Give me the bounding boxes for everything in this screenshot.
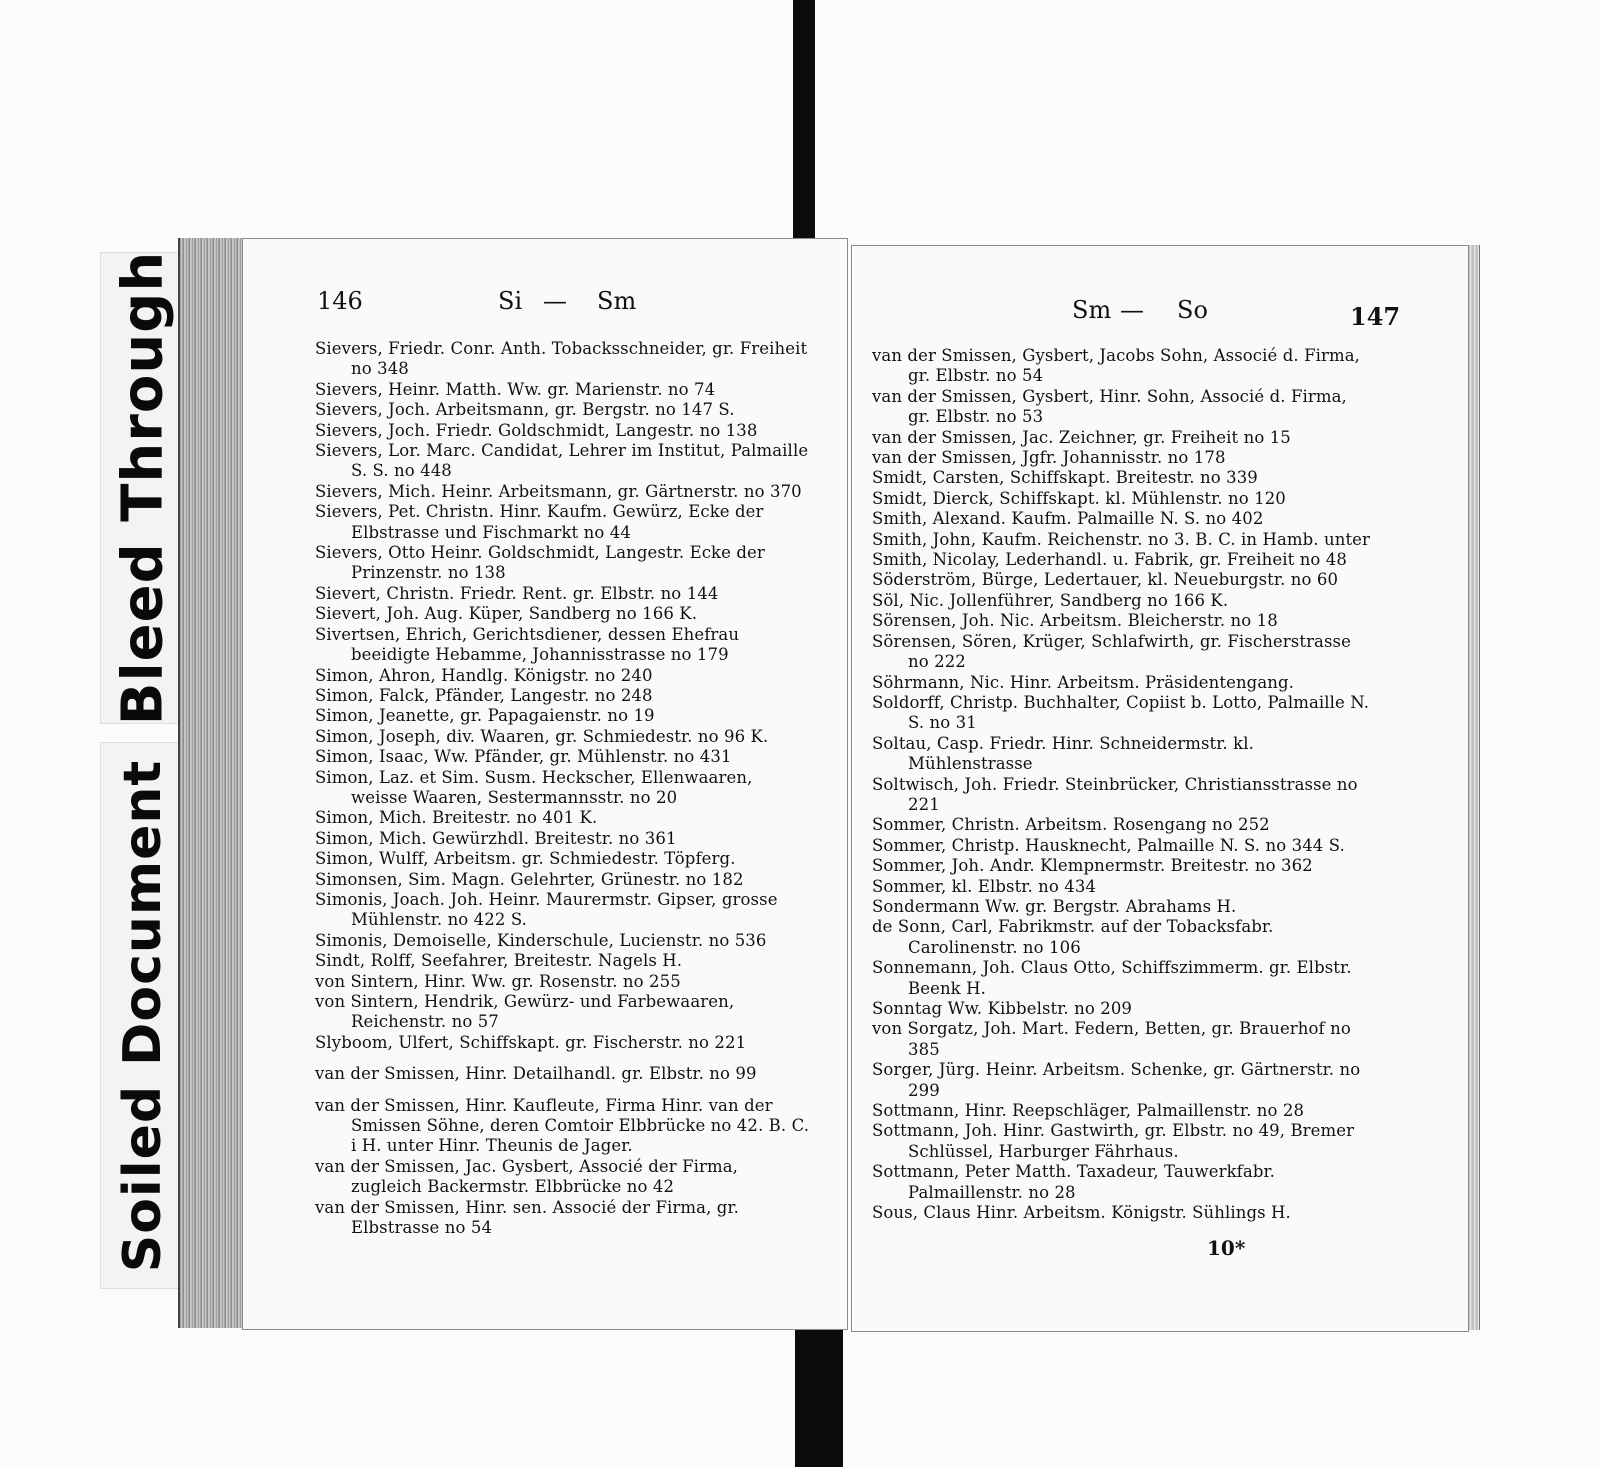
right-entry: Soldorff, Christp. Buchhalter, Copiist b. Lotto, Palmaille N. S. no 31 [872, 692, 1370, 733]
right-entry: Sondermann Ww. gr. Bergstr. Abrahams H. [872, 896, 1237, 916]
right-entry: Sous, Claus Hinr. Arbeitsm. Königstr. Sühlings H. [872, 1203, 1291, 1223]
left-entry: Sievers, Mich. Heinr. Arbeitsmann, gr. Gärtnerstr. no 370 [315, 481, 802, 501]
right-entry: van der Smissen, Jgfr. Johannisstr. no 178 [872, 448, 1226, 468]
left-page [242, 238, 848, 1330]
right-entry: Sommer, Christp. Hausknecht, Palmaille N. S. no 344 S. [872, 835, 1345, 855]
left-entry: van der Smissen, Hinr. sen. Associé der Firma, gr. Elbstrasse no 54 [315, 1197, 739, 1238]
right-entry: Smidt, Dierck, Schiffskapt. kl. Mühlenstr. no 120 [872, 488, 1286, 508]
right-entry: Söderström, Bürge, Ledertauer, kl. Neueburgstr. no 60 [872, 570, 1339, 590]
left-entry: Sievert, Christn. Friedr. Rent. gr. Elbstr. no 144 [315, 583, 719, 603]
right-entry: Söhrmann, Nic. Hinr. Arbeitsm. Präsidentengang. [872, 672, 1295, 692]
left-range-to: Sm [597, 287, 637, 315]
right-entry: Sommer, kl. Elbstr. no 434 [872, 876, 1097, 896]
left-entry: Sindt, Rolff, Seefahrer, Breitestr. Nagels H. [315, 951, 683, 971]
right-entry: Sonnemann, Joh. Claus Otto, Schiffszimmerm. gr. Elbstr. Beenk H. [872, 958, 1352, 998]
left-entry: Sievers, Otto Heinr. Goldschmidt, Langestr. Ecke der Prinzenstr. no 138 [315, 543, 765, 583]
right-entry: Sörensen, Sören, Krüger, Schlafwirth, gr. Fischerstrasse no 222 [872, 631, 1351, 672]
page-block-edge-left [178, 238, 244, 1328]
left-entry: Sievers, Friedr. Conr. Anth. Tobacksschneider, gr. Freiheit no 348 [315, 339, 808, 379]
right-entry: de Sonn, Carl, Fabrikmstr. auf der Tobacksfabr. Carolinenstr. no 106 [872, 917, 1274, 957]
left-entry: van der Smissen, Hinr. Kaufleute, Firma Hinr. van der Smissen Söhne, deren Comtoir Elbbrücke no 42. B. C. i H. unter Hinr. Theunis de Jager. [315, 1095, 810, 1156]
right-entry: van der Smissen, Gysbert, Jacobs Sohn, Associé d. Firma, gr. Elbstr. no 54 [872, 346, 1361, 386]
right-entry: Sottmann, Joh. Hinr. Gastwirth, gr. Elbstr. no 49, Bremer Schlüssel, Harburger Fährhaus. [872, 1121, 1355, 1161]
left-entry: Sievers, Joch. Friedr. Goldschmidt, Langestr. no 138 [315, 420, 758, 440]
left-entry: Slyboom, Ulfert, Schiffskapt. gr. Fischerstr. no 221 [315, 1032, 747, 1052]
right-entry: Sorger, Jürg. Heinr. Arbeitsm. Schenke, gr. Gärtnerstr. no 299 [872, 1060, 1361, 1100]
right-entry: Sommer, Christn. Arbeitsm. Rosengang no 252 [872, 815, 1270, 835]
right-entry-list [872, 346, 1372, 1223]
right-entry: Soltwisch, Joh. Friedr. Steinbrücker, Christiansstrasse no 221 [872, 774, 1358, 814]
left-entry: Sievers, Joch. Arbeitsmann, gr. Bergstr. no 147 S. [315, 400, 735, 420]
left-entry: Simon, Ahron, Handlg. Königstr. no 240 [315, 665, 653, 685]
right-page-number: 147 [1350, 302, 1401, 331]
right-entry: Soltau, Casp. Friedr. Hinr. Schneidermstr. kl. Mühlenstrasse [872, 733, 1254, 774]
right-entry: van der Smissen, Gysbert, Hinr. Sohn, Associé d. Firma, gr. Elbstr. no 53 [872, 386, 1347, 427]
left-entry: Simon, Joseph, div. Waaren, gr. Schmiedestr. no 96 K. [315, 726, 769, 746]
right-range-dash: — [1120, 296, 1144, 324]
left-entry: Sievers, Heinr. Matth. Ww. gr. Marienstr. no 74 [315, 379, 716, 399]
right-range-to: So [1177, 296, 1208, 324]
left-entry: Sievert, Joh. Aug. Küper, Sandberg no 166 K. [315, 604, 698, 624]
left-entry: van der Smissen, Jac. Gysbert, Associé der Firma, zugleich Backermstr. Elbbrücke no 42 [315, 1156, 739, 1197]
left-entry: Simon, Isaac, Ww. Pfänder, gr. Mühlenstr. no 431 [315, 747, 732, 767]
left-entry: Simonis, Demoiselle, Kinderschule, Lucienstr. no 536 [315, 930, 767, 950]
left-entry: Simon, Laz. et Sim. Susm. Heckscher, Ellenwaaren, weisse Waaren, Sestermannsstr. no 20 [315, 767, 753, 807]
book-spine-top [793, 0, 815, 250]
left-entry: Simonis, Joach. Joh. Heinr. Maurermstr. Gipser, grosse Mühlenstr. no 422 S. [315, 889, 778, 930]
left-entry: Sievers, Lor. Marc. Candidat, Lehrer im Institut, Palmaille S. S. no 448 [315, 441, 809, 481]
left-entry: Sivertsen, Ehrich, Gerichtsdiener, dessen Ehefrau beeidigte Hebamme, Johannisstrasse no 179 [315, 624, 740, 665]
left-entry: Simon, Mich. Breitestr. no 401 K. [315, 808, 598, 828]
left-entry: von Sintern, Hendrik, Gewürz- und Farbewaaren, Reichenstr. no 57 [315, 992, 735, 1032]
soiled-document-label [100, 742, 186, 1289]
left-entry: Simon, Jeanette, gr. Papagaienstr. no 19 [315, 706, 655, 726]
right-entry: Sottmann, Hinr. Reepschläger, Palmaillenstr. no 28 [872, 1101, 1305, 1121]
book-spine-bottom [795, 1330, 843, 1467]
left-entry: Simon, Wulff, Arbeitsm. gr. Schmiedestr. Töpferg. [315, 849, 736, 869]
left-range-dash: — [543, 287, 567, 315]
left-entry-list [315, 339, 812, 1238]
left-range-from: Si [498, 287, 523, 315]
left-entry: van der Smissen, Hinr. Detailhandl. gr. Elbstr. no 99 [315, 1064, 757, 1084]
right-page [851, 245, 1469, 1332]
right-entry: Sörensen, Joh. Nic. Arbeitsm. Bleicherstr. no 18 [872, 611, 1278, 631]
right-range-from: Sm [1072, 296, 1112, 324]
right-entry: von Sorgatz, Joh. Mart. Federn, Betten, gr. Brauerhof no 385 [872, 1019, 1351, 1059]
bleed-through-text: Bleed Through [110, 250, 176, 726]
right-entry: Smith, Nicolay, Lederhandl. u. Fabrik, gr. Freiheit no 48 [872, 550, 1347, 570]
signature-mark: 10* [1207, 1236, 1246, 1260]
right-entry: Söl, Nic. Jollenführer, Sandberg no 166 K. [872, 590, 1229, 610]
left-page-number: 146 [317, 287, 363, 315]
left-entry: von Sintern, Hinr. Ww. gr. Rosenstr. no 255 [315, 971, 681, 991]
right-entry: Sommer, Joh. Andr. Klempnermstr. Breitestr. no 362 [872, 856, 1313, 876]
left-entry: Sievers, Pet. Christn. Hinr. Kaufm. Gewürz, Ecke der Elbstrasse und Fischmarkt no 44 [315, 502, 764, 542]
right-entry: Sottmann, Peter Matth. Taxadeur, Tauwerkfabr. Palmaillenstr. no 28 [872, 1162, 1275, 1202]
soiled-document-text: Soiled Document [113, 759, 173, 1272]
bleed-through-label [100, 252, 186, 724]
left-entry: Simon, Falck, Pfänder, Langestr. no 248 [315, 685, 653, 705]
right-entry: Smith, Alexand. Kaufm. Palmaille N. S. no 402 [872, 509, 1264, 529]
right-entry: Sonntag Ww. Kibbelstr. no 209 [872, 999, 1133, 1018]
left-entry: Simonsen, Sim. Magn. Gelehrter, Grünestr. no 182 [315, 869, 744, 889]
right-entry: van der Smissen, Jac. Zeichner, gr. Freiheit no 15 [872, 427, 1291, 447]
right-entry: Smidt, Carsten, Schiffskapt. Breitestr. no 339 [872, 468, 1258, 488]
left-entry: Simon, Mich. Gewürzhdl. Breitestr. no 361 [315, 828, 677, 848]
right-entry: Smith, John, Kaufm. Reichenstr. no 3. B. C. in Hamb. unter [872, 529, 1371, 549]
